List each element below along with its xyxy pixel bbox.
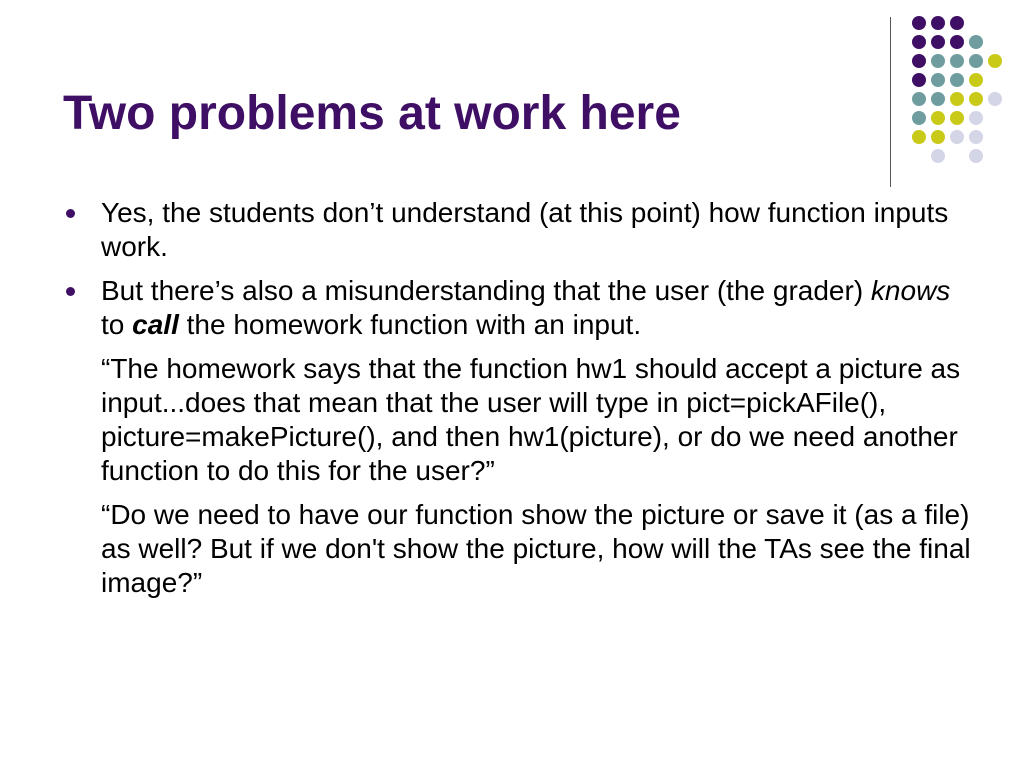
decorative-dot: [950, 54, 964, 68]
slide-body: [101, 196, 981, 610]
decorative-dot: [988, 92, 1002, 106]
decorative-dot: [931, 149, 945, 163]
decorative-dot: [912, 16, 926, 30]
decorative-dot: [950, 130, 964, 144]
bullet-2-text-end: the homework function with an input.: [178, 309, 642, 340]
decorative-dot: [969, 73, 983, 87]
quote-2: “Do we need to have our function show the picture or save it (as a file) as well? But if we don't show the picture, how will the TAs see the final image?”: [101, 499, 971, 598]
bullet-icon: [66, 209, 75, 218]
bullet-item-2: [101, 274, 981, 342]
bullet-2-text-start: But there’s also a misunderstanding that the user (the grader): [101, 275, 871, 306]
bullet-2-text-mid: to: [101, 309, 133, 340]
decorative-dot: [969, 92, 983, 106]
decorative-dot: [969, 35, 983, 49]
decorative-dot: [950, 16, 964, 30]
bullet-2-emphasis-call: call: [132, 309, 179, 340]
bullet-item-1: [101, 196, 981, 264]
decorative-dot: [931, 35, 945, 49]
decorative-dot: [912, 54, 926, 68]
decorative-dot: [950, 73, 964, 87]
decorative-dot: [912, 92, 926, 106]
slide-title: Two problems at work here: [63, 87, 681, 140]
decorative-dot: [931, 92, 945, 106]
decorative-dot: [912, 35, 926, 49]
decorative-dot-grid: [0, 0, 1024, 200]
bullet-icon: [66, 287, 75, 296]
decorative-dot: [912, 73, 926, 87]
decorative-dot: [969, 149, 983, 163]
quote-1: “The homework says that the function hw1 should accept a picture as input...does that mean that the user will type in pict=pickAFile(), picture=makePicture(), and then hw1(picture), or do we need another function to do this for the user?”: [101, 353, 961, 486]
decorative-dot: [950, 35, 964, 49]
decorative-dot: [950, 111, 964, 125]
decorative-dot: [931, 130, 945, 144]
bullet-1-text: Yes, the students don’t understand (at this point) how function inputs work.: [101, 197, 949, 262]
decorative-dot: [969, 111, 983, 125]
decorative-dot: [969, 130, 983, 144]
decorative-dot: [988, 54, 1002, 68]
decorative-dot: [950, 92, 964, 106]
decorative-dot: [931, 73, 945, 87]
decorative-dot: [931, 16, 945, 30]
decorative-dot: [912, 130, 926, 144]
decorative-dot: [931, 111, 945, 125]
decorative-dot: [931, 54, 945, 68]
decorative-dot: [912, 111, 926, 125]
decorative-dot: [969, 54, 983, 68]
bullet-2-emphasis-knows: knows: [870, 275, 951, 306]
